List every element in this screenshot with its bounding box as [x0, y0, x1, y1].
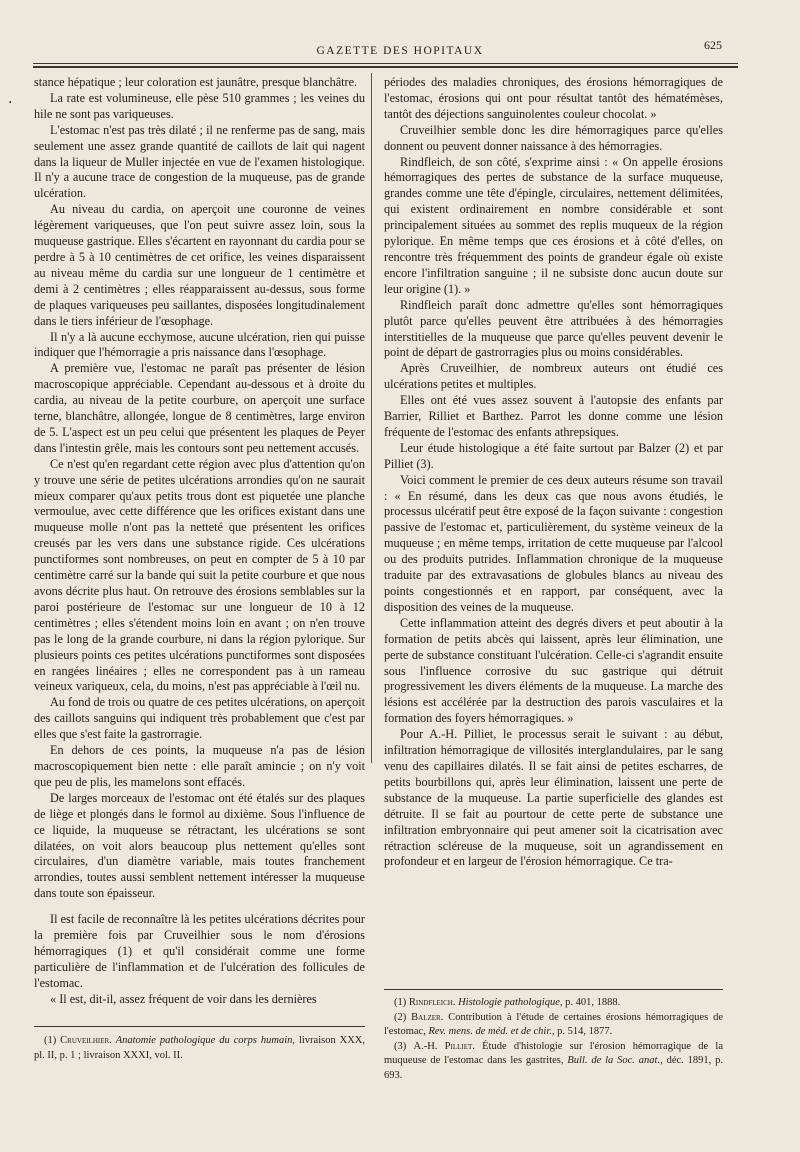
footnote-title: Rev. mens. de méd. et de chir., — [428, 1026, 555, 1037]
paragraph: Au fond de trois ou quatre de ces petites ulcérations, on aperçoit des caillots sanguins qui indiquent très probablement que c'est par elles que s'est faite la gastrorragie. — [34, 695, 365, 742]
footnote — [34, 1034, 365, 1063]
footnote-text: Contribution à l'étude de certaines érosions hémorragiques de l'estomac, — [384, 1011, 723, 1037]
footnote — [384, 996, 723, 1011]
footnote-rule — [34, 1026, 365, 1027]
footnote-rest: p. 401, 1888. — [565, 997, 621, 1008]
paragraph: Rindfleich paraît donc admettre qu'elles sont hémorragiques plutôt parce qu'elles peuvent être attribuées à des hémorragies interstitielles de la muqueuse que parce qu'elles peuvent devenir le point de départ de gastrorragies plus ou moins considérables. — [384, 297, 723, 360]
footnotes-right — [384, 996, 723, 1083]
footnote-number: (3) — [394, 1040, 407, 1052]
paragraph: Pour A.-H. Pilliet, le processus serait le suivant : au début, infiltration hémorragique de villosités interglandulaires, par le sang venu des capillaires dilatés. Il se fait ainsi de petites escharres, de petits bourbillons qui, après leur élimination, laissent une perte de substance de la muqueuse. La partie superficielle des glandes est détruite. Il se fait au pourtour de cette perte de substance une infiltration embryonnaire qui peut amener soit la cicatrisation avec rétraction scléreuse de la muqueuse, soit un agrandissement en profondeur et en largeur de l'érosion hémorragique. Ce tra- — [384, 727, 723, 869]
footnote-title: Anatomie pathologique du corps humain, — [115, 1035, 296, 1046]
paragraph: stance hépatique ; leur coloration est jaunâtre, presque blanchâtre. — [34, 75, 358, 89]
paragraph: De larges morceaux de l'estomac ont été étalés sur des plaques de liège et plongés dans le formol au dixième. Sous l'influence de ce liquide, la muqueuse se rétractant, les ulcérations se sont dilatées, on voit alors beaucoup plus nettement qu'elles sont circulaires, d'un diamètre variable, mais toutes franchement arrondies, toutes aussi semblent nettement intéresser la muqueuse dans toute son épaisseur. — [34, 790, 365, 901]
paragraph: A première vue, l'estomac ne paraît pas présenter de lésion macroscopique appréciable. Cependant au-dessous et à droite du cardia, au niveau de la petite courbure, on aperçoit une surface terne, blanchâtre, allongée, longue de 8 centimètres, large environ de 5. L'aspect est un peu celui que présentent les plaques de Peyer dans l'intestin grêle, mais les contours sont peu nettement accusés. — [34, 361, 365, 455]
paragraph: Cruveilhier semble donc les dire hémorragiques parce qu'elles donnent ou peuvent donner naissance à des hémorragies. — [384, 122, 723, 153]
paragraph: En dehors de ces points, la muqueuse n'a pas de lésion macroscopiquement bien nette : elle paraît amincie ; on n'y voit que peu de plis, les mamelons sont effacés. — [34, 743, 365, 789]
paragraph: périodes des maladies chroniques, des érosions hémorragiques de l'estomac, érosions qui ont pour résultat tantôt des hématémèses, tantôt des déjections sanguinolentes couleur chocolat. » — [384, 75, 723, 121]
footnote-title: Bull. de la Soc. anat., — [567, 1055, 663, 1066]
paragraph: « Il est, dit-il, assez fréquent de voir dans les dernières — [50, 991, 317, 1006]
running-title: GAZETTE DES HOPITAUX — [316, 45, 484, 57]
paragraph: Au niveau du cardia, on aperçoit une couronne de veines légèrement variqueuses, que l'on peut suivre assez loin, sous la muqueuse gastrique. Elles s'écartent en rayonnant du cardia pour se perdre à 5 à 10 centimètres de cet orifice, les veines disparaissent au niveau même du cardia sur une longueur de 1 centimètre et demi à 2 centimètres ; elles réapparaissent au-dessus, sous forme de plaques variqueuses peu saillantes, disposées longitudinalement dans le tiers inférieur de l'œsophage. — [34, 202, 365, 328]
footnote-text: Étude d'histologie sur l'érosion hémorragique de la muqueuse de l'estomac dans les gastrites, — [384, 1040, 723, 1066]
footnote-rest: livraison XXX, pl. II, p. 1 ; livraison XXXI, vol. II. — [34, 1035, 365, 1061]
footnote-number: (1) — [44, 1035, 57, 1046]
footnote-rest: p. 514, 1877. — [557, 1026, 613, 1037]
footnote-author: Rindfleich. — [408, 997, 456, 1008]
footnote-author: A.-H. Pilliet. — [413, 1040, 475, 1052]
left-column — [34, 75, 365, 1008]
paragraph: Elles ont été vues assez souvent à l'autopsie des enfants par Barrier, Rilliet et Barthez. Parrot les donne comme une lésion fréquente de l'estomac des enfants athrepsiques. — [384, 393, 723, 439]
footnote — [384, 1040, 723, 1084]
paragraph: L'estomac n'est pas très dilaté ; il ne renferme pas de sang, mais seulement une assez grande quantité de caillots de lait qui nagent dans la liqueur de Muller injectée en vue de l'examen histologique. Il n'y a aucune trace de congestion de la muqueuse, pas de grande ulcération. — [34, 122, 365, 201]
paragraph: Leur étude histologique a été faite surtout par Balzer (2) et par Pilliet (3). — [384, 440, 723, 471]
page-number: 625 — [704, 38, 722, 52]
paragraph: Il n'y a là aucune ecchymose, aucune ulcération, rien qui puisse indiquer que l'hémorragie a pris naissance dans l'œsophage. — [34, 329, 365, 360]
footnote-rest: déc. 1891, p. 693. — [384, 1055, 723, 1081]
footnotes-left — [34, 1034, 365, 1063]
footnote — [384, 1011, 723, 1040]
header-rule-thick — [33, 66, 738, 68]
column-divider — [371, 73, 372, 763]
footnote-number: (1) — [394, 997, 407, 1008]
paragraph: Rindfleich, de son côté, s'exprime ainsi : « On appelle érosions hémorragiques des pertes de substance de la surface muqueuse, grandes comme une tête d'épingle, circulaires, nettement délimitées, qui existent ordinairement en nombre considérable et sont principalement situées au sommet des replis muqueux de la région pylorique. En même temps que ces érosions et à côté d'elles, on rencontre très fréquemment des points de grandeur égale où existe encore l'infiltration sanguine ; il ne subsiste donc aucun doute sur leur origine (1). » — [384, 154, 723, 296]
margin-mark: · — [8, 95, 13, 111]
paragraph: Voici comment le premier de ces deux auteurs résume son travail : « En résumé, dans les deux cas que nous avons étudiés, le processus ulcératif peut être exposé de la façon suivante : congestion passive de l'estomac et, particulièrement, du système veineux de la muqueuse ; en même temps, irritation de cette muqueuse par l'alcool ou des produits putrides. Inflammation chronique de la muqueuse traduite par des extravasations de globules blancs au niveau des points congestionnés et en rapport, par conséquent, avec la disposition des veines de la muqueuse. — [384, 472, 723, 614]
footnote-number: (2) — [394, 1011, 407, 1023]
paragraph: Ce n'est qu'en regardant cette région avec plus d'attention qu'on y trouve une série de petites ulcérations arrondies qu'on ne saurait mieux comparer qu'aux petits trous dont est piquetée une planche vermoulue, avec cette différence que les orifices existant dans une muqueuse molle n'ont pas la netteté que présentent les orifices creusés par les vers dans une substance rigide. Ces ulcérations punctiformes sont nombreuses, on peut en compter de 5 à 10 par centimètre carré sur la bande qui suit la petite courbure et que nous avons décrite plus haut. On retrouve des érosions semblables sur la paroi postérieure de l'estomac sur une longueur de 10 à 12 centimètres ; elles s'étendent moins loin en avant ; on n'en trouve pas le long de la grande courbure, ni dans la région pylorique. Sur plusieurs points ces petites ulcérations punctiformes sont disposées en rangées linéaires ; elles ne correspondent pas à un rameau veineux variqueux, cela, du moins, n'est pas appréciable à l'œil nu. — [34, 456, 365, 694]
footnote-title: Histologie pathologique, — [458, 997, 563, 1008]
paragraph: Il est facile de reconnaître là les petites ulcérations décrites pour la première fois par Cruveilhier sous le nom d'érosions hémorragiques (1) et qu'il considérait comme une forme particulière de l'inflammation et de l'ulcération des follicules de l'estomac. — [34, 912, 365, 990]
footnote-author: Cruveilhier. — [60, 1035, 112, 1046]
paragraph: Cette inflammation atteint des degrés divers et peut aboutir à la formation de petits abcès qui laissent, après leur élimination, une perte de substance constituant l'ulcération. Celle-ci s'agrandit ensuite sous l'influence corrosive du suc gastrique qui détruit progressivement les divers éléments de la muqueuse. La marche des lésions est accélérée par la destruction des parois vasculaires et la formation des foyers hémorragiques. » — [384, 615, 723, 726]
paragraph: Après Cruveilhier, de nombreux auteurs ont étudié ces ulcérations petites et multiples. — [384, 361, 723, 392]
footnote-rule — [384, 989, 723, 990]
footnote-author: Balzer. — [411, 1011, 444, 1023]
header-rule-thin — [33, 63, 738, 64]
right-column — [384, 75, 723, 870]
paragraph: La rate est volumineuse, elle pèse 510 grammes ; les veines du hile ne sont pas variqueuses. — [34, 90, 365, 121]
